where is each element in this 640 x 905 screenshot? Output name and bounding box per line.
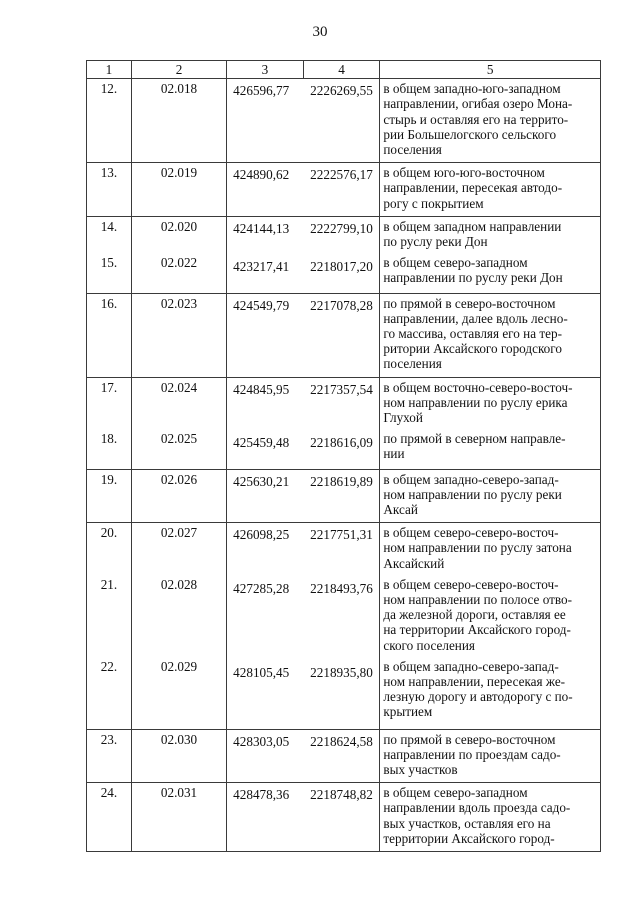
coordinate-y: 2218935,80 [310,664,373,680]
point-number: 24. [100,785,118,801]
column-header-2: 2 [131,61,226,79]
description-cell [380,729,601,783]
description-line: поселения [383,142,442,158]
coordinate-x: 425630,21 [233,473,290,489]
point-number: 18. [100,431,118,447]
coordinate-x: 424549,79 [233,297,290,313]
coordinate-x: 424890,62 [233,167,290,183]
coordinate-x-cell [227,293,380,377]
route-description [383,380,597,426]
description-line: направлении по проездам садо- [383,746,561,762]
point-code-cell [131,523,226,729]
coordinate-y: 2218748,82 [310,787,373,803]
point-number: 19. [100,471,118,487]
column-header-4: 4 [303,61,380,79]
description-line: стырь и оставляя его на террито- [383,111,569,127]
route-description [383,472,597,518]
coordinate-pair [230,732,376,780]
coordinate-y: 2217078,28 [310,297,373,313]
description-line: направлении, пересекая автодо- [383,180,563,196]
description-line: по прямой в северо-восточном [383,295,556,311]
table-row [87,163,601,217]
route-description [383,525,597,571]
route-description [383,785,597,846]
point-code: 02.026 [160,471,198,487]
description-line: в общем западно-северо-запад- [383,471,559,487]
coordinate-y: 2218624,58 [310,733,373,749]
coordinate-y: 2217357,54 [310,381,373,397]
description-line: на территории Аксайского город- [383,622,571,638]
coordinate-x-cell [227,469,380,523]
table-row [87,377,601,469]
coordinate-x: 424845,95 [233,381,290,397]
point-number: 13. [100,165,118,181]
column-header-1: 1 [87,61,132,79]
point-code: 02.030 [160,731,198,747]
coordinate-pair [230,433,376,465]
coordinate-x-cell [227,783,380,852]
point-number: 20. [100,525,118,541]
coordinate-y: 2218493,76 [310,580,373,596]
table-row [87,216,601,293]
description-line: да железной дороги, оставляя ее [383,607,566,623]
description-line: в общем западно-северо-запад- [383,658,559,674]
route-description [383,296,597,372]
description-line: ном направлении, пересекая же- [383,673,566,689]
description-line: направлении, огибая озеро Мона- [383,96,573,112]
coordinate-x-cell [227,163,380,217]
description-line: территории Аксайского город- [383,830,555,846]
coordinate-x-cell [227,377,380,469]
point-code: 02.020 [160,218,198,234]
point-number: 12. [100,81,118,97]
point-code-cell [131,469,226,523]
coordinate-pair [230,785,376,848]
coordinate-pair [230,219,376,251]
boundary-points-table [86,60,601,852]
route-description [383,165,597,211]
coordinate-x: 427285,28 [233,580,290,596]
description-line: в общем западно-юго-западном [383,81,561,97]
description-line: ном направлении по руслу затона [383,540,572,556]
coordinate-pair [230,296,376,374]
point-number: 23. [100,731,118,747]
coordinate-y: 2218017,20 [310,259,373,275]
table-body [87,79,601,852]
coordinate-x: 426098,25 [233,527,290,543]
point-code: 02.018 [160,81,198,97]
description-cell [380,216,601,293]
coordinate-x-cell [227,729,380,783]
coordinate-y: 2222576,17 [310,167,373,183]
description-cell [380,783,601,852]
point-number-cell [87,783,132,852]
description-line: по прямой в северном направле- [383,431,566,447]
point-code: 02.025 [160,431,198,447]
description-line: рогу с покрытием [383,195,484,211]
description-line: направлении, далее вдоль лесно- [383,310,568,326]
coordinate-pair [230,525,376,573]
description-line: Аксайский [383,555,445,571]
description-line: направлении вдоль проезда садо- [383,800,571,816]
point-code: 02.029 [160,658,198,674]
description-line: Аксай [383,501,418,517]
description-line: поселения [383,356,442,372]
route-description [383,219,597,249]
description-cell [380,79,601,163]
point-code-cell [131,729,226,783]
column-header-3: 3 [227,61,304,79]
coordinate-pair [230,165,376,213]
description-line: в общем западном направлении [383,218,562,234]
description-line: в общем юго-юго-восточном [383,165,545,181]
point-code-cell [131,377,226,469]
description-line: Глухой [383,409,423,425]
description-line: ского поселения [383,637,475,653]
point-number-cell [87,79,132,163]
description-line: го массива, оставляя его на тер- [383,325,562,341]
point-code-cell [131,783,226,852]
description-line: лезную дорогу и автодорогу с по- [383,689,573,705]
point-number: 16. [100,295,118,311]
coordinate-x: 428105,45 [233,664,290,680]
point-number-cell [87,163,132,217]
coordinate-pair [230,579,376,657]
description-line: в общем северо-западном [383,785,528,801]
description-line: ном направлении по руслу ерика [383,394,568,410]
description-line: нии [383,446,405,462]
route-description [383,431,597,461]
point-number-cell [87,377,132,469]
column-header-5: 5 [380,61,601,79]
point-code: 02.019 [160,165,198,181]
point-code-cell [131,293,226,377]
page-number: 30 [312,24,328,40]
coordinate-y: 2218619,89 [310,473,373,489]
table-row [87,783,601,852]
point-code: 02.023 [160,295,198,311]
description-cell [380,293,601,377]
route-description [383,732,597,778]
description-line: ном направлении по руслу реки [383,486,562,502]
coordinate-x: 428478,36 [233,787,290,803]
coordinate-y: 2226269,55 [310,83,373,99]
description-cell [380,163,601,217]
coordinate-x: 426596,77 [233,83,290,99]
point-number-cell [87,216,132,293]
point-number: 15. [100,255,118,271]
coordinate-pair [230,81,376,159]
description-line: в общем восточно-северо-восточ- [383,379,573,395]
point-code: 02.027 [160,525,198,541]
description-line: ном направлении по полосе отво- [383,591,573,607]
route-description [383,577,597,653]
description-line: рии Большелогского сельского [383,126,557,142]
route-description [383,659,597,720]
coordinate-x: 423217,41 [233,259,290,275]
point-code: 02.024 [160,379,198,395]
description-line: в общем северо-северо-восточ- [383,576,559,592]
point-number-cell [87,469,132,523]
coordinate-x-cell [227,79,380,163]
description-cell [380,377,601,469]
point-code-cell [131,163,226,217]
coordinate-x: 428303,05 [233,733,290,749]
description-line: по руслу реки Дон [383,234,488,249]
description-line: направлении по руслу реки Дон [383,270,563,286]
point-number-cell [87,523,132,729]
coordinate-y: 2218616,09 [310,435,373,451]
coordinate-x: 425459,48 [233,435,290,451]
coordinate-x: 424144,13 [233,220,290,236]
table-row [87,293,601,377]
point-code-cell [131,216,226,293]
description-line: ритории Аксайского городского [383,341,562,357]
route-description [383,255,597,285]
description-line: в общем северо-северо-восточ- [383,525,559,541]
description-line: вых участков [383,761,458,777]
coordinate-x-cell [227,523,380,729]
description-cell [380,523,601,729]
point-code: 02.028 [160,576,198,592]
coordinate-pair [230,380,376,428]
table-row [87,79,601,163]
table-row [87,729,601,783]
table-row [87,469,601,523]
coordinate-pair [230,257,376,289]
coordinate-y: 2217751,31 [310,527,373,543]
point-number: 22. [100,658,118,674]
point-number: 14. [100,218,118,234]
description-cell [380,469,601,523]
description-line: вых участков, оставляя его на [383,815,551,831]
coordinate-y: 2222799,10 [310,220,373,236]
point-code-cell [131,79,226,163]
table-header-row [87,61,601,79]
point-number-cell [87,729,132,783]
route-description [383,81,597,157]
description-line: крытием [383,704,433,720]
point-number-cell [87,293,132,377]
description-line: по прямой в северо-восточном [383,731,556,747]
point-code: 02.031 [160,785,198,801]
coordinate-pair [230,663,376,726]
coordinate-pair [230,472,376,520]
table-row [87,523,601,729]
point-number: 17. [100,379,118,395]
point-code: 02.022 [160,255,198,271]
coordinate-x-cell [227,216,380,293]
description-line: в общем северо-западном [383,255,528,271]
point-number: 21. [100,576,118,592]
